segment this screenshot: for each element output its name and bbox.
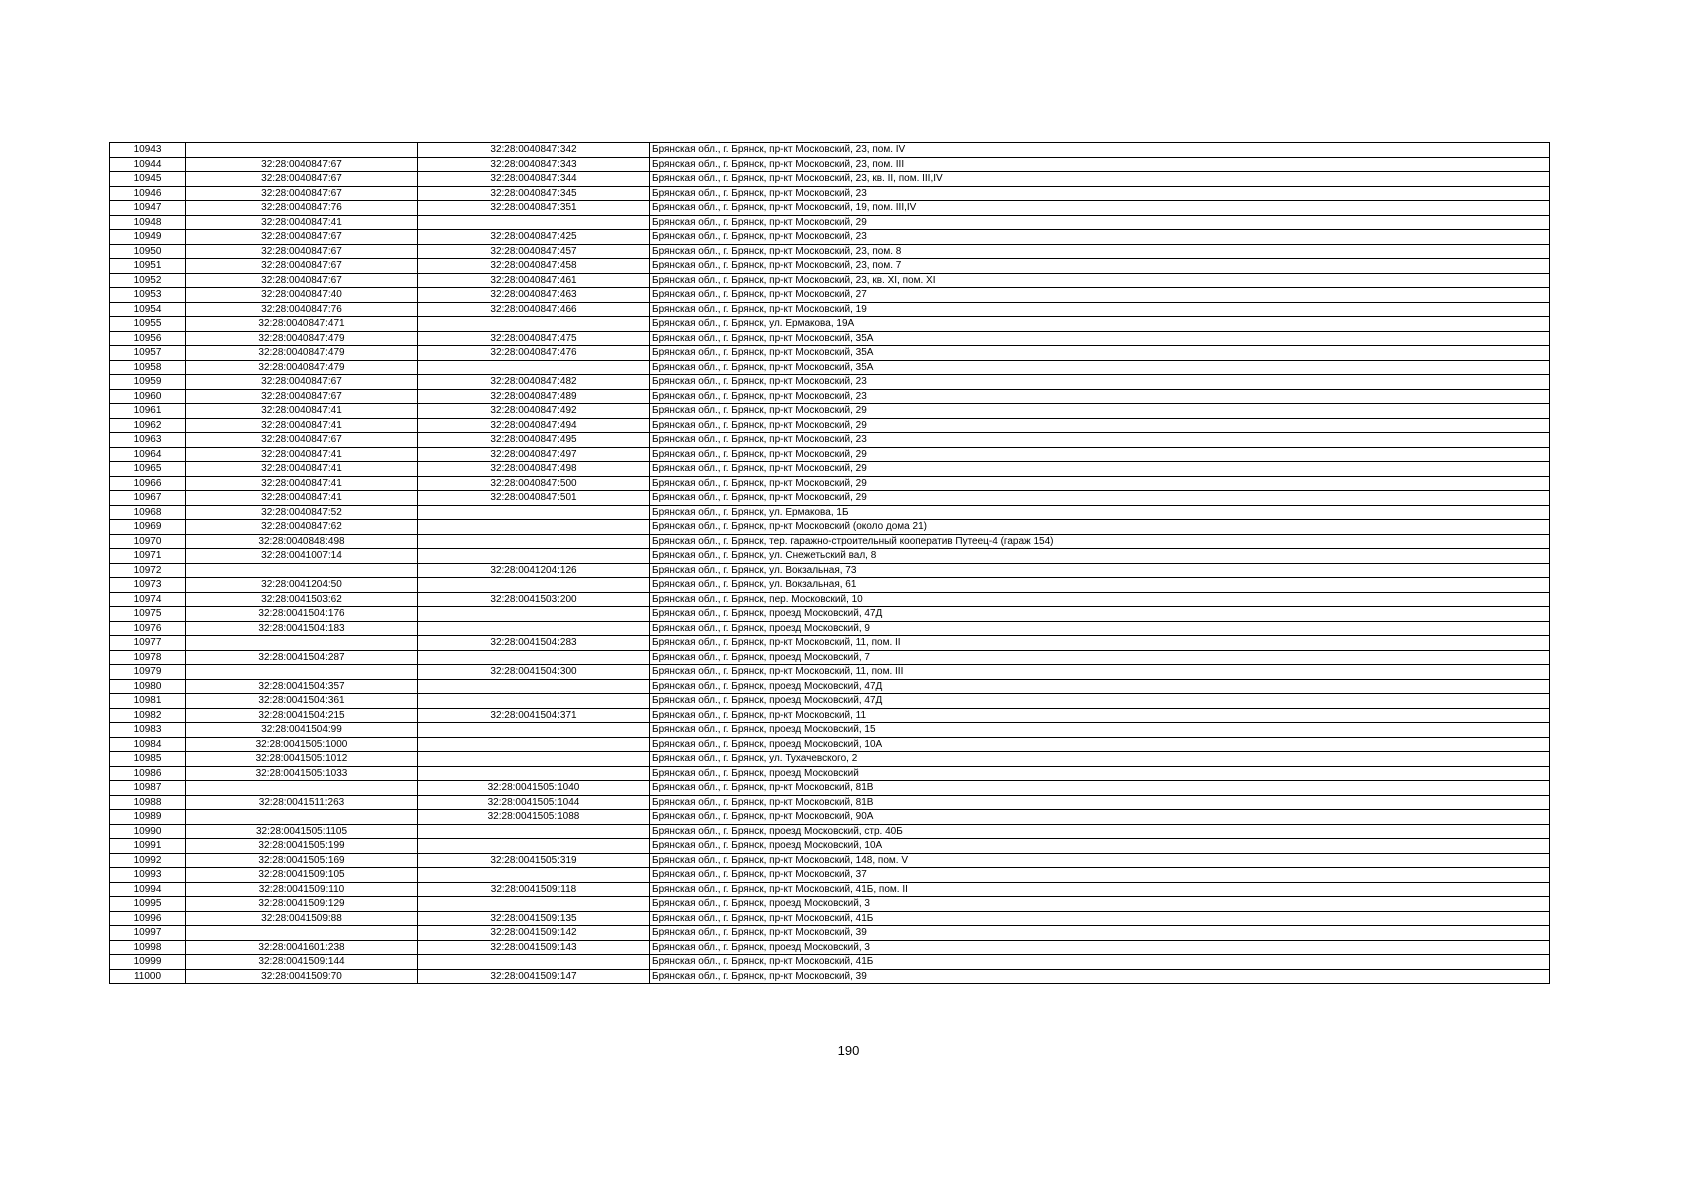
table-row: [110, 607, 1550, 622]
object-number-cell: 32:28:0040847:351: [418, 201, 650, 216]
table-row: [110, 534, 1550, 549]
address-cell: Брянская обл., г. Брянск, ул. Снежетьский вал, 8: [650, 549, 1550, 564]
address-cell: Брянская обл., г. Брянск, пр-кт Московский, 35А: [650, 346, 1550, 361]
registry-table-body: [110, 143, 1550, 984]
parcel-number-cell: 32:28:0040847:67: [186, 259, 418, 274]
table-row: [110, 781, 1550, 796]
table-row: [110, 592, 1550, 607]
object-number-cell: [418, 723, 650, 738]
address-cell: Брянская обл., г. Брянск, ул. Ермакова, 1Б: [650, 505, 1550, 520]
address-cell: Брянская обл., г. Брянск, пр-кт Московский, 23: [650, 186, 1550, 201]
parcel-number-cell: 32:28:0041505:169: [186, 853, 418, 868]
table-row: [110, 723, 1550, 738]
object-number-cell: [418, 621, 650, 636]
row-number-cell: 10983: [110, 723, 186, 738]
object-number-cell: 32:28:0041509:143: [418, 940, 650, 955]
address-cell: Брянская обл., г. Брянск, пр-кт Московский, 29: [650, 447, 1550, 462]
address-cell: Брянская обл., г. Брянск, пр-кт Московский, 23, пом. IV: [650, 143, 1550, 158]
address-cell: Брянская обл., г. Брянск, пр-кт Московский, 11: [650, 708, 1550, 723]
table-row: [110, 708, 1550, 723]
parcel-number-cell: 32:28:0040847:67: [186, 375, 418, 390]
row-number-cell: 10989: [110, 810, 186, 825]
table-row: [110, 636, 1550, 651]
row-number-cell: 10954: [110, 302, 186, 317]
row-number-cell: 10957: [110, 346, 186, 361]
table-row: [110, 404, 1550, 419]
parcel-number-cell: 32:28:0041204:50: [186, 578, 418, 593]
registry-table: [109, 142, 1550, 984]
row-number-cell: 10977: [110, 636, 186, 651]
address-cell: Брянская обл., г. Брянск, пр-кт Московский, 11, пом. III: [650, 665, 1550, 680]
address-cell: Брянская обл., г. Брянск, проезд Московский, 47Д: [650, 679, 1550, 694]
object-number-cell: [418, 752, 650, 767]
table-row: [110, 259, 1550, 274]
object-number-cell: 32:28:0041504:300: [418, 665, 650, 680]
parcel-number-cell: 32:28:0041509:70: [186, 969, 418, 984]
object-number-cell: [418, 534, 650, 549]
row-number-cell: 10990: [110, 824, 186, 839]
address-cell: Брянская обл., г. Брянск, пр-кт Московский, 148, пом. V: [650, 853, 1550, 868]
address-cell: Брянская обл., г. Брянск, проезд Московский, 47Д: [650, 694, 1550, 709]
table-row: [110, 940, 1550, 955]
table-row: [110, 346, 1550, 361]
table-row: [110, 795, 1550, 810]
address-cell: Брянская обл., г. Брянск, пр-кт Московский, 19: [650, 302, 1550, 317]
parcel-number-cell: 32:28:0041509:105: [186, 868, 418, 883]
address-cell: Брянская обл., г. Брянск, ул. Вокзальная, 73: [650, 563, 1550, 578]
table-row: [110, 288, 1550, 303]
address-cell: Брянская обл., г. Брянск, проезд Московский, 9: [650, 621, 1550, 636]
table-row: [110, 926, 1550, 941]
row-number-cell: 10952: [110, 273, 186, 288]
parcel-number-cell: 32:28:0040847:67: [186, 186, 418, 201]
parcel-number-cell: 32:28:0040847:41: [186, 404, 418, 419]
parcel-number-cell: 32:28:0041601:238: [186, 940, 418, 955]
object-number-cell: [418, 607, 650, 622]
parcel-number-cell: 32:28:0040847:67: [186, 157, 418, 172]
table-row: [110, 810, 1550, 825]
address-cell: Брянская обл., г. Брянск, пр-кт Московский, 29: [650, 215, 1550, 230]
address-cell: Брянская обл., г. Брянск, пр-кт Московский, 23, пом. III: [650, 157, 1550, 172]
object-number-cell: [418, 868, 650, 883]
parcel-number-cell: 32:28:0040847:471: [186, 317, 418, 332]
object-number-cell: 32:28:0040847:343: [418, 157, 650, 172]
address-cell: Брянская обл., г. Брянск, пр-кт Московский, 29: [650, 462, 1550, 477]
address-cell: Брянская обл., г. Брянск, пр-кт Московский, 27: [650, 288, 1550, 303]
parcel-number-cell: 32:28:0041504:99: [186, 723, 418, 738]
address-cell: Брянская обл., г. Брянск, пр-кт Московский, 23, кв. XI, пом. XI: [650, 273, 1550, 288]
parcel-number-cell: 32:28:0040847:41: [186, 215, 418, 230]
parcel-number-cell: [186, 563, 418, 578]
parcel-number-cell: 32:28:0041503:62: [186, 592, 418, 607]
table-row: [110, 868, 1550, 883]
row-number-cell: 10947: [110, 201, 186, 216]
parcel-number-cell: 32:28:0040847:67: [186, 230, 418, 245]
table-row: [110, 549, 1550, 564]
object-number-cell: [418, 737, 650, 752]
address-cell: Брянская обл., г. Брянск, проезд Московский, 15: [650, 723, 1550, 738]
object-number-cell: 32:28:0040847:466: [418, 302, 650, 317]
row-number-cell: 10995: [110, 897, 186, 912]
row-number-cell: 10974: [110, 592, 186, 607]
object-number-cell: 32:28:0040847:495: [418, 433, 650, 448]
object-number-cell: 32:28:0040847:461: [418, 273, 650, 288]
address-cell: Брянская обл., г. Брянск, проезд Московский: [650, 766, 1550, 781]
parcel-number-cell: 32:28:0040847:41: [186, 476, 418, 491]
parcel-number-cell: [186, 665, 418, 680]
row-number-cell: 10951: [110, 259, 186, 274]
row-number-cell: 10959: [110, 375, 186, 390]
row-number-cell: 10970: [110, 534, 186, 549]
parcel-number-cell: 32:28:0041509:129: [186, 897, 418, 912]
parcel-number-cell: 32:28:0040847:479: [186, 346, 418, 361]
object-number-cell: 32:28:0041509:142: [418, 926, 650, 941]
table-row: [110, 491, 1550, 506]
parcel-number-cell: 32:28:0040847:41: [186, 418, 418, 433]
table-row: [110, 679, 1550, 694]
row-number-cell: 10987: [110, 781, 186, 796]
row-number-cell: 10986: [110, 766, 186, 781]
row-number-cell: 10999: [110, 955, 186, 970]
table-row: [110, 186, 1550, 201]
object-number-cell: 32:28:0040847:498: [418, 462, 650, 477]
object-number-cell: 32:28:0040847:475: [418, 331, 650, 346]
address-cell: Брянская обл., г. Брянск, пр-кт Московский, 90А: [650, 810, 1550, 825]
address-cell: Брянская обл., г. Брянск, пр-кт Московский, 23, пом. 7: [650, 259, 1550, 274]
row-number-cell: 10980: [110, 679, 186, 694]
table-row: [110, 331, 1550, 346]
table-row: [110, 578, 1550, 593]
object-number-cell: 32:28:0040847:492: [418, 404, 650, 419]
object-number-cell: [418, 650, 650, 665]
table-row: [110, 955, 1550, 970]
address-cell: Брянская обл., г. Брянск, пр-кт Московский, 19, пом. III,IV: [650, 201, 1550, 216]
object-number-cell: [418, 839, 650, 854]
object-number-cell: 32:28:0040847:476: [418, 346, 650, 361]
object-number-cell: 32:28:0040847:489: [418, 389, 650, 404]
row-number-cell: 10992: [110, 853, 186, 868]
address-cell: Брянская обл., г. Брянск, пр-кт Московский, 29: [650, 418, 1550, 433]
object-number-cell: [418, 505, 650, 520]
table-row: [110, 505, 1550, 520]
table-row: [110, 375, 1550, 390]
address-cell: Брянская обл., г. Брянск, пр-кт Московский, 23, пом. 8: [650, 244, 1550, 259]
table-row: [110, 476, 1550, 491]
parcel-number-cell: 32:28:0040847:479: [186, 360, 418, 375]
parcel-number-cell: 32:28:0041509:110: [186, 882, 418, 897]
object-number-cell: 32:28:0041504:371: [418, 708, 650, 723]
address-cell: Брянская обл., г. Брянск, тер. гаражно-строительный кооператив Путеец-4 (гараж 154): [650, 534, 1550, 549]
parcel-number-cell: 32:28:0040848:498: [186, 534, 418, 549]
parcel-number-cell: 32:28:0040847:40: [186, 288, 418, 303]
address-cell: Брянская обл., г. Брянск, проезд Московский, 10А: [650, 839, 1550, 854]
parcel-number-cell: 32:28:0040847:67: [186, 389, 418, 404]
object-number-cell: 32:28:0040847:425: [418, 230, 650, 245]
parcel-number-cell: 32:28:0040847:76: [186, 302, 418, 317]
address-cell: Брянская обл., г. Брянск, пр-кт Московский, 41Б: [650, 955, 1550, 970]
table-row: [110, 650, 1550, 665]
address-cell: Брянская обл., г. Брянск, проезд Московский, 3: [650, 897, 1550, 912]
address-cell: Брянская обл., г. Брянск, пр-кт Московский, 23: [650, 389, 1550, 404]
table-row: [110, 621, 1550, 636]
address-cell: Брянская обл., г. Брянск, пр-кт Московский, 23: [650, 230, 1550, 245]
address-cell: Брянская обл., г. Брянск, пр-кт Московский, 35А: [650, 331, 1550, 346]
row-number-cell: 10988: [110, 795, 186, 810]
parcel-number-cell: 32:28:0041504:357: [186, 679, 418, 694]
object-number-cell: [418, 360, 650, 375]
row-number-cell: 11000: [110, 969, 186, 984]
object-number-cell: 32:28:0041504:283: [418, 636, 650, 651]
row-number-cell: 10960: [110, 389, 186, 404]
object-number-cell: 32:28:0040847:500: [418, 476, 650, 491]
address-cell: Брянская обл., г. Брянск, пр-кт Московский, 81В: [650, 795, 1550, 810]
parcel-number-cell: 32:28:0041505:199: [186, 839, 418, 854]
parcel-number-cell: 32:28:0040847:41: [186, 447, 418, 462]
address-cell: Брянская обл., г. Брянск, пр-кт Московский, 29: [650, 491, 1550, 506]
object-number-cell: [418, 694, 650, 709]
row-number-cell: 10975: [110, 607, 186, 622]
table-row: [110, 520, 1550, 535]
address-cell: Брянская обл., г. Брянск, пр-кт Московский, 39: [650, 969, 1550, 984]
address-cell: Брянская обл., г. Брянск, пр-кт Московский, 29: [650, 476, 1550, 491]
address-cell: Брянская обл., г. Брянск, пр-кт Московский, 39: [650, 926, 1550, 941]
row-number-cell: 10998: [110, 940, 186, 955]
object-number-cell: 32:28:0040847:482: [418, 375, 650, 390]
row-number-cell: 10953: [110, 288, 186, 303]
table-row: [110, 215, 1550, 230]
row-number-cell: 10955: [110, 317, 186, 332]
address-cell: Брянская обл., г. Брянск, пр-кт Московский, 29: [650, 404, 1550, 419]
table-row: [110, 766, 1550, 781]
object-number-cell: 32:28:0040847:344: [418, 172, 650, 187]
object-number-cell: [418, 215, 650, 230]
table-row: [110, 143, 1550, 158]
address-cell: Брянская обл., г. Брянск, пр-кт Московский, 41Б: [650, 911, 1550, 926]
table-row: [110, 737, 1550, 752]
row-number-cell: 10993: [110, 868, 186, 883]
parcel-number-cell: 32:28:0041504:215: [186, 708, 418, 723]
table-row: [110, 897, 1550, 912]
address-cell: Брянская обл., г. Брянск, пр-кт Московский, 23: [650, 433, 1550, 448]
object-number-cell: 32:28:0040847:342: [418, 143, 650, 158]
object-number-cell: 32:28:0040847:501: [418, 491, 650, 506]
parcel-number-cell: [186, 143, 418, 158]
table-row: [110, 302, 1550, 317]
parcel-number-cell: 32:28:0040847:479: [186, 331, 418, 346]
table-row: [110, 447, 1550, 462]
parcel-number-cell: 32:28:0040847:62: [186, 520, 418, 535]
row-number-cell: 10969: [110, 520, 186, 535]
address-cell: Брянская обл., г. Брянск, проезд Московский, 3: [650, 940, 1550, 955]
page-number: 190: [837, 1043, 860, 1058]
object-number-cell: 32:28:0040847:345: [418, 186, 650, 201]
address-cell: Брянская обл., г. Брянск, ул. Вокзальная, 61: [650, 578, 1550, 593]
table-row: [110, 462, 1550, 477]
row-number-cell: 10956: [110, 331, 186, 346]
object-number-cell: 32:28:0041509:118: [418, 882, 650, 897]
row-number-cell: 10965: [110, 462, 186, 477]
parcel-number-cell: 32:28:0041509:144: [186, 955, 418, 970]
address-cell: Брянская обл., г. Брянск, пр-кт Московский, 41Б, пом. II: [650, 882, 1550, 897]
table-row: [110, 969, 1550, 984]
parcel-number-cell: 32:28:0040847:67: [186, 172, 418, 187]
parcel-number-cell: 32:28:0040847:76: [186, 201, 418, 216]
row-number-cell: 10964: [110, 447, 186, 462]
table-row: [110, 418, 1550, 433]
parcel-number-cell: 32:28:0041504:287: [186, 650, 418, 665]
object-number-cell: 32:28:0041509:135: [418, 911, 650, 926]
table-row: [110, 882, 1550, 897]
parcel-number-cell: [186, 636, 418, 651]
row-number-cell: 10943: [110, 143, 186, 158]
row-number-cell: 10982: [110, 708, 186, 723]
row-number-cell: 10962: [110, 418, 186, 433]
object-number-cell: [418, 679, 650, 694]
parcel-number-cell: 32:28:0041504:176: [186, 607, 418, 622]
table-row: [110, 433, 1550, 448]
object-number-cell: 32:28:0040847:457: [418, 244, 650, 259]
row-number-cell: 10961: [110, 404, 186, 419]
object-number-cell: [418, 955, 650, 970]
address-cell: Брянская обл., г. Брянск, пр-кт Московский, 23: [650, 375, 1550, 390]
parcel-number-cell: [186, 781, 418, 796]
row-number-cell: 10979: [110, 665, 186, 680]
table-row: [110, 839, 1550, 854]
parcel-number-cell: 32:28:0040847:41: [186, 462, 418, 477]
object-number-cell: 32:28:0041505:1088: [418, 810, 650, 825]
row-number-cell: 10991: [110, 839, 186, 854]
parcel-number-cell: 32:28:0041007:14: [186, 549, 418, 564]
object-number-cell: [418, 897, 650, 912]
row-number-cell: 10973: [110, 578, 186, 593]
row-number-cell: 10972: [110, 563, 186, 578]
table-row: [110, 172, 1550, 187]
row-number-cell: 10971: [110, 549, 186, 564]
parcel-number-cell: 32:28:0041509:88: [186, 911, 418, 926]
object-number-cell: 32:28:0041509:147: [418, 969, 650, 984]
parcel-number-cell: 32:28:0041511:263: [186, 795, 418, 810]
address-cell: Брянская обл., г. Брянск, пр-кт Московский, 81В: [650, 781, 1550, 796]
parcel-number-cell: 32:28:0041505:1033: [186, 766, 418, 781]
row-number-cell: 10978: [110, 650, 186, 665]
row-number-cell: 10945: [110, 172, 186, 187]
row-number-cell: 10949: [110, 230, 186, 245]
table-row: [110, 824, 1550, 839]
parcel-number-cell: 32:28:0040847:52: [186, 505, 418, 520]
parcel-number-cell: 32:28:0040847:67: [186, 244, 418, 259]
address-cell: Брянская обл., г. Брянск, пер. Московский, 10: [650, 592, 1550, 607]
address-cell: Брянская обл., г. Брянск, пр-кт Московский, 23, кв. II, пом. III,IV: [650, 172, 1550, 187]
object-number-cell: [418, 317, 650, 332]
table-row: [110, 157, 1550, 172]
parcel-number-cell: 32:28:0040847:67: [186, 273, 418, 288]
object-number-cell: [418, 578, 650, 593]
object-number-cell: 32:28:0041505:319: [418, 853, 650, 868]
address-cell: Брянская обл., г. Брянск, пр-кт Московский (около дома 21): [650, 520, 1550, 535]
parcel-number-cell: 32:28:0041504:361: [186, 694, 418, 709]
object-number-cell: [418, 766, 650, 781]
row-number-cell: 10967: [110, 491, 186, 506]
row-number-cell: 10950: [110, 244, 186, 259]
row-number-cell: 10963: [110, 433, 186, 448]
object-number-cell: [418, 549, 650, 564]
object-number-cell: 32:28:0041505:1044: [418, 795, 650, 810]
table-row: [110, 389, 1550, 404]
address-cell: Брянская обл., г. Брянск, ул. Ермакова, 19А: [650, 317, 1550, 332]
row-number-cell: 10997: [110, 926, 186, 941]
object-number-cell: 32:28:0041204:126: [418, 563, 650, 578]
row-number-cell: 10958: [110, 360, 186, 375]
address-cell: Брянская обл., г. Брянск, проезд Московский, 7: [650, 650, 1550, 665]
address-cell: Брянская обл., г. Брянск, проезд Московский, 10А: [650, 737, 1550, 752]
object-number-cell: 32:28:0040847:497: [418, 447, 650, 462]
table-row: [110, 853, 1550, 868]
parcel-number-cell: 32:28:0041505:1012: [186, 752, 418, 767]
parcel-number-cell: 32:28:0041505:1105: [186, 824, 418, 839]
address-cell: Брянская обл., г. Брянск, пр-кт Московский, 35А: [650, 360, 1550, 375]
row-number-cell: 10996: [110, 911, 186, 926]
table-row: [110, 665, 1550, 680]
object-number-cell: 32:28:0040847:494: [418, 418, 650, 433]
table-row: [110, 244, 1550, 259]
table-row: [110, 317, 1550, 332]
row-number-cell: 10976: [110, 621, 186, 636]
parcel-number-cell: 32:28:0040847:41: [186, 491, 418, 506]
table-row: [110, 563, 1550, 578]
table-row: [110, 201, 1550, 216]
address-cell: Брянская обл., г. Брянск, пр-кт Московский, 37: [650, 868, 1550, 883]
object-number-cell: 32:28:0041503:200: [418, 592, 650, 607]
parcel-number-cell: 32:28:0041504:183: [186, 621, 418, 636]
row-number-cell: 10968: [110, 505, 186, 520]
row-number-cell: 10981: [110, 694, 186, 709]
row-number-cell: 10946: [110, 186, 186, 201]
table-row: [110, 230, 1550, 245]
row-number-cell: 10944: [110, 157, 186, 172]
address-cell: Брянская обл., г. Брянск, проезд Московский, стр. 40Б: [650, 824, 1550, 839]
object-number-cell: [418, 824, 650, 839]
parcel-number-cell: 32:28:0041505:1000: [186, 737, 418, 752]
row-number-cell: 10984: [110, 737, 186, 752]
table-row: [110, 911, 1550, 926]
address-cell: Брянская обл., г. Брянск, ул. Тухачевского, 2: [650, 752, 1550, 767]
parcel-number-cell: [186, 810, 418, 825]
object-number-cell: 32:28:0040847:458: [418, 259, 650, 274]
parcel-number-cell: [186, 926, 418, 941]
parcel-number-cell: 32:28:0040847:67: [186, 433, 418, 448]
address-cell: Брянская обл., г. Брянск, пр-кт Московский, 11, пом. II: [650, 636, 1550, 651]
table-row: [110, 273, 1550, 288]
row-number-cell: 10994: [110, 882, 186, 897]
object-number-cell: 32:28:0040847:463: [418, 288, 650, 303]
row-number-cell: 10966: [110, 476, 186, 491]
object-number-cell: 32:28:0041505:1040: [418, 781, 650, 796]
row-number-cell: 10948: [110, 215, 186, 230]
object-number-cell: [418, 520, 650, 535]
table-row: [110, 360, 1550, 375]
row-number-cell: 10985: [110, 752, 186, 767]
table-row: [110, 752, 1550, 767]
address-cell: Брянская обл., г. Брянск, проезд Московский, 47Д: [650, 607, 1550, 622]
table-row: [110, 694, 1550, 709]
